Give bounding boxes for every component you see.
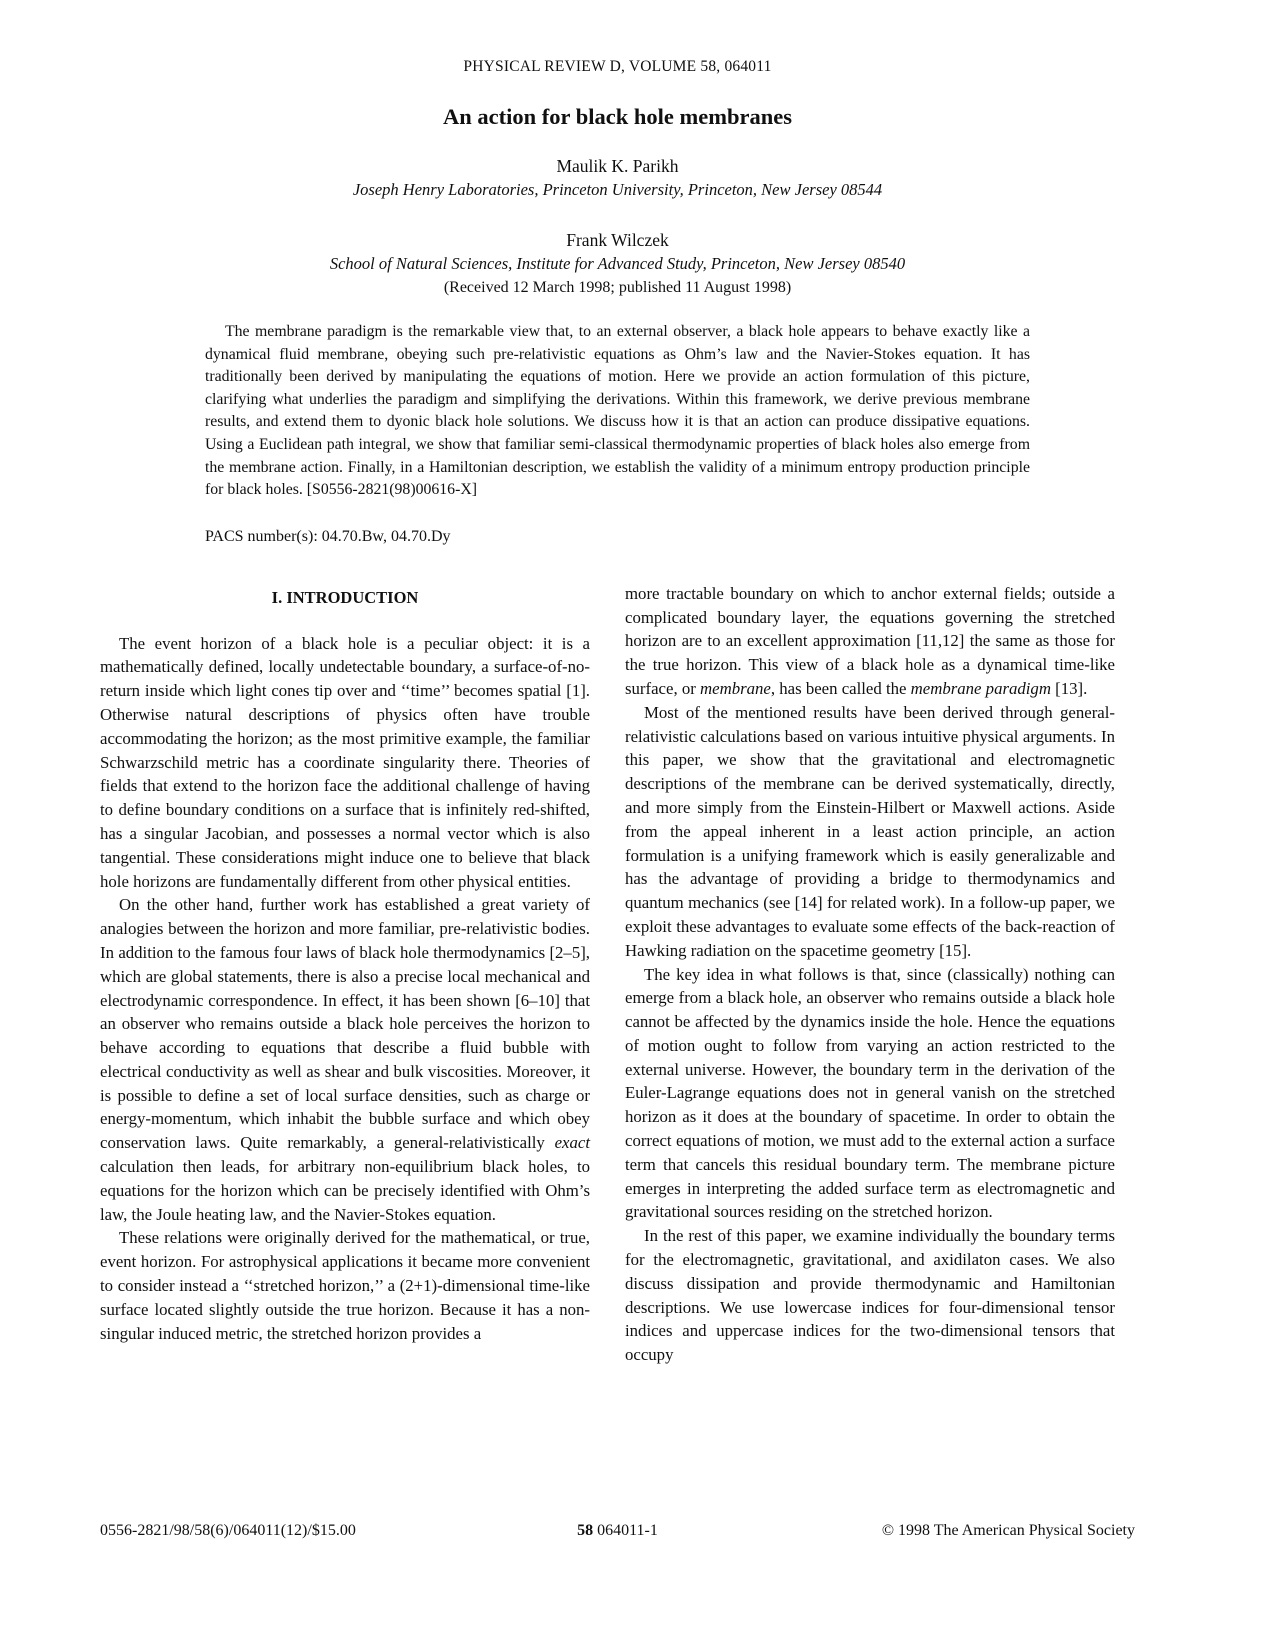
bold-text: 58 <box>577 1522 594 1539</box>
journal-header: PHYSICAL REVIEW D, VOLUME 58, 064011 <box>463 58 772 75</box>
text-segment: Most of the mentioned results have been derived through general-relativistic calculations based on various intuitive physical arguments. In this paper, we show that the gravitational and electromagnetic descriptions of the membrane can be derived systematically, directly, and more simply from the Einstein-Hilbert or Maxwell actions. Aside from the appeal inherent in a least action principle, an action formulation is a unifying framework which is easily generalizable and has the advantage of providing a bridge to thermodynamics and quantum mechanics (see [14] for related work). In a follow-up paper, we exploit these advantages to evaluate some effects of the back-reaction of Hawking radiation on the spacetime geometry [15]. <box>625 702 1115 960</box>
paragraph <box>625 1224 1115 1367</box>
section-heading-introduction: I. INTRODUCTION <box>271 587 419 607</box>
footer-issn-price: 0556-2821/98/58(6)/064011(12)/$15.00 <box>100 1522 356 1539</box>
author-name-first: Maulik K. Parikh <box>556 156 679 176</box>
received-line: (Received 12 March 1998; published 11 August 1998) <box>443 279 792 296</box>
author-block-second <box>100 230 1135 297</box>
paragraph <box>100 632 590 894</box>
italic-text: exact <box>554 1133 590 1153</box>
footer-page-number <box>465 1522 769 1540</box>
two-column-body <box>100 582 1135 1367</box>
author-block-first <box>100 156 1135 200</box>
right-column-paragraphs <box>625 582 1115 1367</box>
text-segment: The event horizon of a black hole is a peculiar object: it is a mathematically defined, locally undetectable boundary, a surface-of-no-return inside which light cones tip over and ‘‘time’’ becomes spatial [1]. Otherwise natural descriptions of physics often have trouble accommodating the horizon; as the most primitive example, the familiar Schwarzschild metric has a coordinate singularity there. Theories of fields that extend to the horizon face the additional challenge of having to define boundary conditions on a surface that is infinitely red-shifted, has a singular Jacobian, and possesses a normal vector which is also tangential. These considerations might induce one to believe that black hole horizons are fundamentally different from other physical entities. <box>100 633 590 891</box>
author-name-second: Frank Wilczek <box>566 230 669 250</box>
italic-text: membrane <box>700 678 771 698</box>
text-segment: The key idea in what follows is that, since (classically) nothing can emerge from a black hole, an observer who remains outside a black hole cannot be affected by the dynamics inside the hole. Hence the equations of motion ought to follow from varying an action restricted to the external universe. However, the boundary term in the derivation of the Euler-Lagrange equations does not in general vanish on the stretched horizon as it does at the boundary of spacetime. In order to obtain the correct equations of motion, we must add to the external action a surface term that cancels this residual boundary term. The membrane picture emerges in interpreting the added surface term as electromagnetic and gravitational sources residing on the stretched horizon. <box>625 964 1115 1222</box>
paragraph <box>625 582 1115 701</box>
author-affiliation-second: School of Natural Sciences, Institute for Advanced Study, Princeton, New Jersey 08540 <box>329 254 906 273</box>
text-segment: On the other hand, further work has established a great variety of analogies between the horizon and more familiar, pre-relativistic bodies. In addition to the famous four laws of black hole thermodynamics [2–5], which are global statements, there is also a precise local mechanical and electrodynamic correspondence. In effect, it has been shown [6–10] that an observer who remains outside a black hole perceives the horizon to behave according to equations that describe a fluid bubble with electrical conductivity as well as shear and bulk viscosities. Moreover, it is possible to define a set of local surface densities, such as charge or energy-momentum, which inhabit the bubble surface and which obey conservation laws. Quite remarkably, a general-relativistically <box>100 895 590 1153</box>
pacs-line: PACS number(s): 04.70.Bw, 04.70.Dy <box>205 527 451 545</box>
paragraph <box>625 701 1115 963</box>
footer-copyright: © 1998 The American Physical Society <box>881 1522 1135 1539</box>
page-footer <box>100 1522 1135 1540</box>
text-segment: calculation then leads, for arbitrary non-equilibrium black holes, to equations for the horizon which can be precisely identified with Ohm’s law, the Joule heating law, and the Navier-Stokes equation. <box>100 1157 590 1224</box>
text-segment: These relations were originally derived for the mathematical, or true, event horizon. For astrophysical applications it became more convenient to consider instead a ‘‘stretched horizon,’’ a (2+1)-dimensional time-like surface located slightly outside the true horizon. Because it has a non-singular induced metric, the stretched horizon provides a <box>100 1228 590 1343</box>
author-affiliation-first: Joseph Henry Laboratories, Princeton University, Princeton, New Jersey 08544 <box>352 180 883 199</box>
abstract-text: The membrane paradigm is the remarkable view that, to an external observer, a black hole appears to behave exactly like a dynamical fluid membrane, obeying such pre-relativistic equations as Ohm’s law and the Navier-Stokes equation. It has traditionally been derived by manipulating the equations of motion. Here we provide an action formulation of this picture, clarifying what underlies the paradigm and simplifying the derivations. Within this framework, we derive previous membrane results, and extend them to dyonic black hole solutions. We discuss how it is that an action can produce dissipative equations. Using a Euclidean path integral, we show that familiar semi-classical thermodynamic properties of black holes also emerge from the membrane action. Finally, in a Hamiltonian description, we establish the validity of a minimum entropy production principle for black holes. [S0556-2821(98)00616-X] <box>205 323 1030 499</box>
text-segment: 064011-1 <box>593 1522 658 1539</box>
text-segment: In the rest of this paper, we examine individually the boundary terms for the electromagnetic, gravitational, and axidilaton cases. We also discuss dissipation and provide thermodynamic and Hamiltonian descriptions. We use lowercase indices for four-dimensional tensor indices and uppercase indices for the two-dimensional tensors that occupy <box>625 1226 1115 1365</box>
paragraph <box>625 963 1115 1225</box>
left-column <box>100 582 590 1367</box>
right-column <box>625 582 1115 1367</box>
left-column-paragraphs <box>100 632 590 1346</box>
paragraph <box>100 1226 590 1345</box>
paragraph <box>100 893 590 1226</box>
paper-title: An action for black hole membranes <box>443 104 792 129</box>
text-segment: [13]. <box>1050 678 1088 698</box>
text-segment: , has been called the <box>770 678 911 698</box>
text-segment: more tractable boundary on which to anchor external fields; outside a complicated boundary layer, the equations governing the stretched horizon are to an excellent approximation [11,12] the same as those for the true horizon. This view of a black hole as a dynamical time-like surface, or <box>625 583 1115 698</box>
italic-text: membrane paradigm <box>910 678 1051 698</box>
